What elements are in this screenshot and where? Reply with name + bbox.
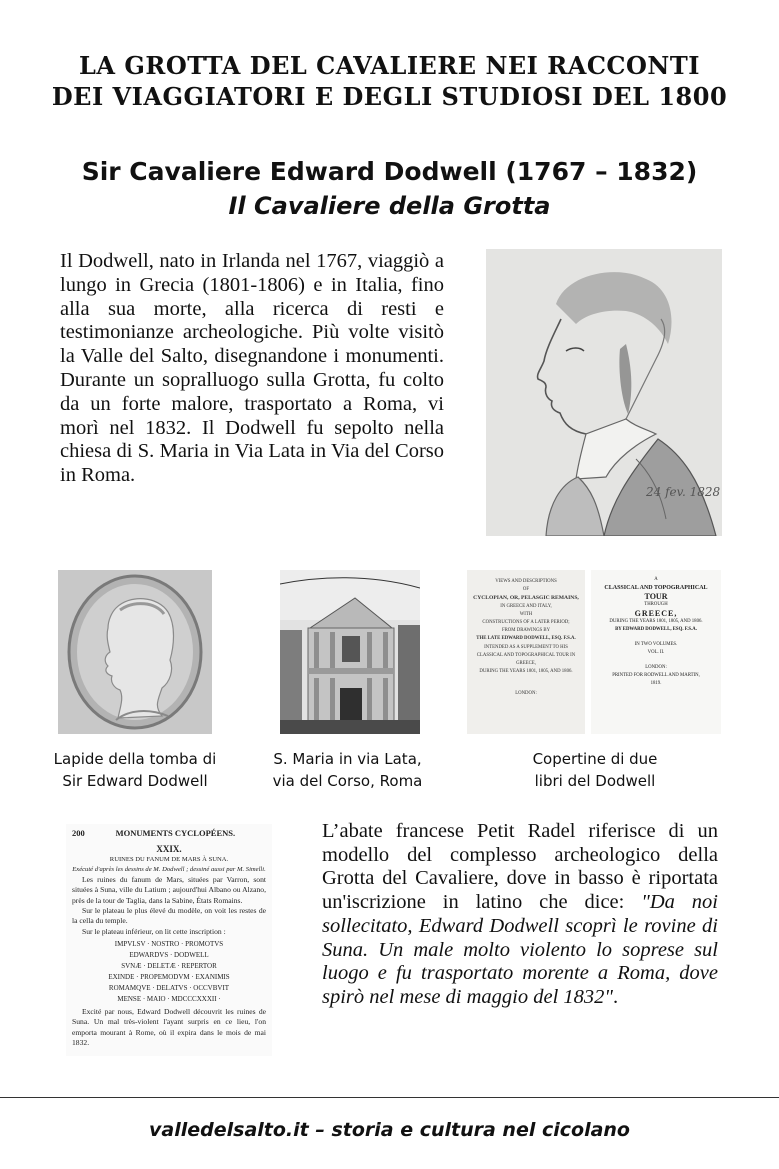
page-title-line-1: LA GROTTA DEL CAVALIERE NEI RACCONTI <box>79 51 700 80</box>
book2-line: THROUGH <box>644 602 668 608</box>
plate-header: MONUMENTS CYCLOPÉENS. <box>115 828 236 838</box>
inscription-line: ROMAMQVE · DELATVS · OCCVBVIT <box>108 983 230 992</box>
book2-line: VOL. II. <box>647 650 665 656</box>
caption-line: Sir Edward Dodwell <box>62 772 208 790</box>
book1-line: DURING THE YEARS 1801, 1805, AND 1806. <box>479 669 573 675</box>
portrait-sketch-image <box>486 249 722 536</box>
heading-name: Sir Cavaliere Edward Dodwell (1767 – 1832) <box>81 157 698 186</box>
radel-paragraph <box>322 820 718 1010</box>
inscription-line: EXINDE · PROPEMODVM · EXANIMIS <box>108 972 230 981</box>
book2-line: TOUR <box>644 591 668 601</box>
caption-books <box>495 748 695 792</box>
plate-subtitle: RUINES DU FANUM DE MARS À SUNA. <box>109 855 229 863</box>
radel-end: . <box>613 985 619 1008</box>
page-title-line-2: DEI VIAGGIATORI E DEGLI STUDIOSI DEL 1800 <box>51 82 728 111</box>
inscription-line: EDWARDVS · DODWELL <box>129 950 209 959</box>
inscription-line: SVNÆ · DELETÆ · REPERTOR <box>121 961 217 970</box>
book1-line: CONSTRUCTIONS OF A LATER PERIOD; <box>482 620 570 626</box>
caption-line: Lapide della tomba di <box>53 750 217 768</box>
book-cover-cyclopian-image <box>467 570 585 734</box>
inscription-line: MENSE · MAIO · MDCCCXXXII · <box>117 994 221 1003</box>
book1-line: THE LATE EDWARD DODWELL, ESQ. F.S.A. <box>476 636 576 642</box>
caption-church <box>255 748 440 792</box>
book2-line: A <box>654 577 658 582</box>
book2-line: GREECE, <box>634 608 678 618</box>
heading-subtitle: Il Cavaliere della Grotta <box>228 192 551 220</box>
section-heading <box>0 155 779 223</box>
book1-line: CYCLOPIAN, OR, PELASGIC REMAINS, <box>473 595 579 602</box>
radel-quote: "Da noi sollecitato, Edward Dodwell scoprì le rovine di Suna. Un male molto violento lo soprese sul luogo e fu trasportato morente a Roma, dove spirò nel mese di maggio del 1832" <box>322 891 718 1008</box>
book1-line: CLASSICAL AND TOPOGRAPHICAL TOUR IN GREECE, <box>476 652 576 667</box>
book2-line: IN TWO VOLUMES. <box>634 641 678 647</box>
caption-line: Copertine di due <box>532 750 658 768</box>
plate-paragraph: Sur le plateau le plus élevé du modèle, on voit les restes de la cella du temple. <box>72 906 266 926</box>
book2-line: DURING THE YEARS 1801, 1805, AND 1806. <box>609 619 703 625</box>
book-cover-tour-image <box>591 570 721 734</box>
caption-line: via del Corso, Roma <box>272 772 423 790</box>
plate-number: XXIX. <box>156 844 182 855</box>
plate-executed: Exécuté d'après les dessins de M. Dodwell ; dessiné aussi par M. Simelli. <box>72 865 266 873</box>
inscription-line: IMPVLSV · NOSTRO · PROMOTVS <box>114 939 224 948</box>
caption-tomb-relief <box>40 748 230 792</box>
book1-line: OF <box>522 587 530 593</box>
page-title <box>0 50 779 112</box>
book2-line: PRINTED FOR RODWELL AND MARTIN, <box>612 673 700 679</box>
book2-line: 1819. <box>650 681 662 687</box>
caption-line: S. Maria in via Lata, <box>273 750 422 768</box>
church-photo-image <box>280 570 420 734</box>
footer-text: valledelsalto.it – storia e cultura nel cicolano <box>149 1119 630 1141</box>
plate-paragraph: Sur le plateau inférieur, on lit cette inscription : <box>82 926 226 936</box>
portrait-signature: 24 fev. 1828 <box>646 485 721 499</box>
book-page-scan <box>66 824 272 1056</box>
book1-line: LONDON: <box>515 691 537 697</box>
book1-line: VIEWS AND DESCRIPTIONS <box>495 579 557 584</box>
tomb-relief-image <box>58 570 212 734</box>
footer-divider <box>0 1097 779 1098</box>
plate-paragraph: Les ruines du fanum de Mars, situées par Varron, sont situées à Suna, ville du Latium ; aujourd'hui Albano ou Alzano, près de la tour de Taglia, dans la Sabine, États Romains. <box>72 875 266 905</box>
book1-line: INTENDED AS A SUPPLEMENT TO HIS <box>484 644 568 650</box>
plate-paragraph: Excité par nous, Edward Dodwell découvrit les ruines de Suna. Un mal très-violent l'ayant surpris en ce lieu, l'on emporta mourant à Rome, où il expira dans le mois de mai 1832. <box>72 1006 266 1047</box>
book1-line: WITH <box>519 611 533 617</box>
plate-inscription <box>72 939 266 1005</box>
book1-line: IN GREECE AND ITALY, <box>500 603 552 609</box>
caption-line: libri del Dodwell <box>534 772 656 790</box>
plate-page-number: 200 <box>72 828 85 838</box>
book1-line: FROM DRAWINGS BY <box>501 628 551 634</box>
book2-line: CLASSICAL AND TOPOGRAPHICAL <box>604 585 708 592</box>
intro-paragraph: Il Dodwell, nato in Irlanda nel 1767, viaggiò a lungo in Grecia (1801-1806) e in Italia, fino alla sua morte, alla ricerca di resti e testimonianze archeologiche. Più volte visitò la Valle del Salto, disegnandone i monumenti. Durante un sopralluogo sulla Grotta, fu colto da un forte malore, trasportato a Roma, vi morì nel 1832. Il Dodwell fu sepolto nella chiesa di S. Maria in Via Lata in Via del Corso in Roma. <box>60 250 444 487</box>
book2-line: BY EDWARD DODWELL, ESQ. F.S.A. <box>615 627 697 633</box>
radel-text: L’abate francese Petit Radel riferisce di un modello del complesso archeologico della Grotta del Cavaliere, dove in basso è riportata un'iscrizione in latino che dice: <box>322 820 718 914</box>
book2-line: LONDON: <box>645 664 667 670</box>
